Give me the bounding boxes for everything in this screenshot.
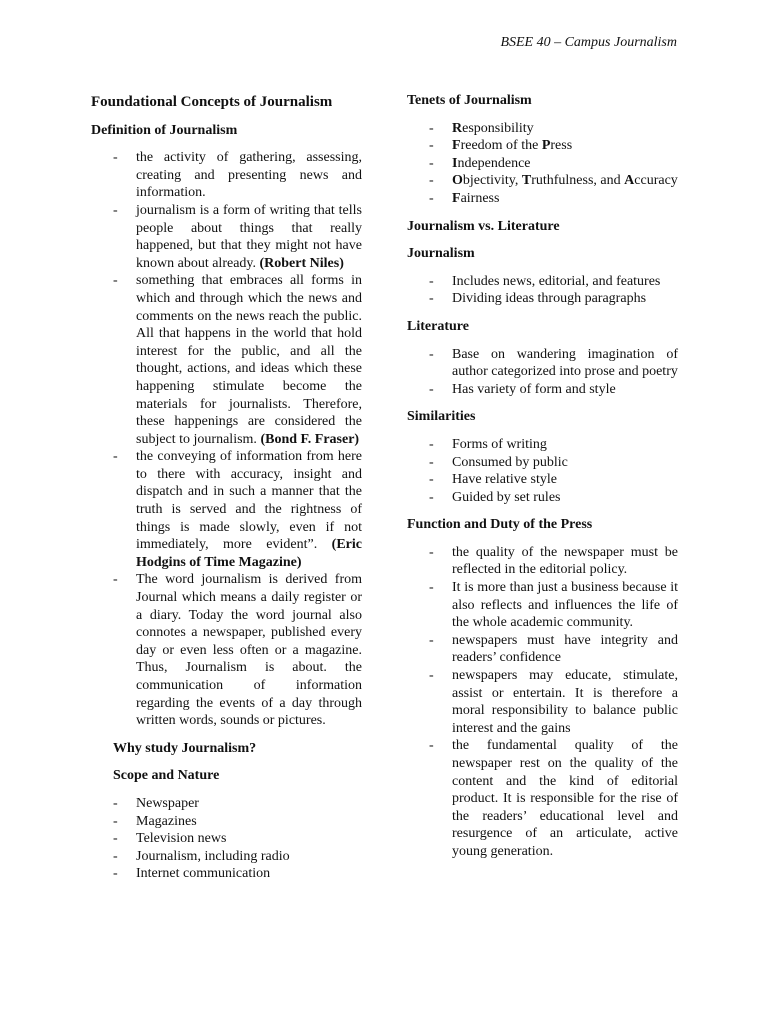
- why-study-heading: Why study Journalism?: [113, 740, 257, 756]
- list-item: - Forms of writing: [452, 436, 678, 454]
- tenet-text: ndependence: [457, 155, 531, 171]
- tenet-item: [452, 172, 678, 190]
- definition-text: the activity of gathering, assessing, creating and presenting news and information.: [136, 150, 362, 201]
- tenet-text: reedom of the: [460, 138, 542, 154]
- scope-list: [91, 795, 362, 883]
- list-item: [136, 571, 362, 729]
- list-item: [136, 448, 362, 571]
- definition-text: the conveying of information from here to there with accuracy, insight and dispatch and in such a manner that the truth is served and the rightness of things is made slowly, even if not immediately, more evident”.: [136, 449, 362, 553]
- page-header: BSEE 40 – Campus Journalism: [500, 35, 677, 50]
- definition-list: [91, 149, 362, 730]
- journalism-list: [407, 273, 678, 308]
- tenet-initial: F: [452, 190, 461, 206]
- list-item: - Base on wandering imagination of author categorized into prose and poetry: [452, 346, 678, 381]
- list-item: - Dividing ideas through paragraphs: [452, 290, 678, 308]
- list-item: - the fundamental quality of the newspaper rest on the quality of the content and the kind of editorial product. It is responsible for the rise of the readers’ educational level and resurgence of an articulate, active young generation.: [452, 737, 678, 860]
- tenet-text: ccuracy: [634, 173, 678, 189]
- tenet-item: [452, 155, 678, 173]
- tenet-initial: O: [452, 173, 463, 189]
- list-item: - Have relative style: [452, 471, 678, 489]
- definition-author: (Robert Niles): [259, 255, 344, 271]
- list-item: - newspapers must have integrity and readers’ confidence: [452, 632, 678, 667]
- similarities-heading: Similarities: [407, 409, 476, 425]
- journalism-heading: Journalism: [407, 246, 475, 262]
- literature-heading: Literature: [407, 318, 469, 334]
- definition-text: journalism is a form of writing that tells people about things that really happened, but that they might not have known about already.: [136, 202, 362, 271]
- definition-author: (Eric Hodgins of Time Magazine): [136, 537, 362, 570]
- list-item: - newspapers may educate, stimulate, assist or entertain. It is therefore a moral responsibility to balance public interest and the gains: [452, 667, 678, 737]
- list-item: - Has variety of form and style: [452, 381, 678, 399]
- tenet-initial: F: [452, 138, 461, 154]
- function-list: [407, 544, 678, 861]
- tenet-initial: A: [624, 173, 635, 189]
- tenet-item: [452, 120, 678, 138]
- tenet-initial: T: [521, 173, 532, 189]
- tenet-item: [452, 137, 678, 155]
- definition-heading: Definition of Journalism: [91, 122, 238, 138]
- document-title: Foundational Concepts of Journalism: [91, 94, 333, 110]
- list-item: - Consumed by public: [452, 454, 678, 472]
- tenet-initial: I: [452, 155, 458, 171]
- literature-list: [407, 346, 678, 399]
- list-item: - Journalism, including radio: [136, 848, 362, 866]
- left-column: [91, 92, 362, 893]
- tenets-list: [407, 120, 678, 208]
- list-item: [136, 272, 362, 448]
- list-item: - Includes news, editorial, and features: [452, 273, 678, 291]
- tenet-text: airness: [460, 190, 500, 206]
- vs-heading: Journalism vs. Literature: [407, 218, 560, 234]
- list-item: - Internet communication: [136, 865, 362, 883]
- tenet-text: esponsibility: [462, 120, 534, 136]
- list-item: - It is more than just a business because it also reflects and influences the life of the whole academic community.: [452, 579, 678, 632]
- list-item: - Television news: [136, 830, 362, 848]
- tenet-initial: R: [452, 120, 463, 136]
- list-item: - Magazines: [136, 813, 362, 831]
- list-item: - Guided by set rules: [452, 489, 678, 507]
- list-item: - the quality of the newspaper must be reflected in the editorial policy.: [452, 544, 678, 579]
- tenet-text: ress: [550, 138, 573, 154]
- tenet-item: [452, 190, 678, 208]
- list-item: - Newspaper: [136, 795, 362, 813]
- definition-text: The word journalism is derived from Journal which means a daily register or a diary. Today the word journal also connotes a newspaper, published every day or even less often or a magazine. Thus, Journalism is about. the communication of information regarding the events of a day through written words, sounds or pictures.: [136, 572, 362, 729]
- tenet-text: bjectivity,: [462, 173, 522, 189]
- similarities-list: [407, 436, 678, 506]
- list-item: [136, 149, 362, 202]
- tenets-heading: Tenets of Journalism: [407, 93, 532, 108]
- right-column: [407, 92, 678, 871]
- definition-author: (Bond F. Fraser): [260, 431, 360, 447]
- definition-text: something that embraces all forms in which and through which the news and comments on the news reach the public. All that happens in the world that hold interest for the public, and all the thought, actions, and ideas which these happening stimulate become the materials for journalists. Therefore, these happenings are considered the subject to journalism.: [136, 273, 362, 447]
- tenet-text: ruthfulness, and: [531, 173, 625, 189]
- scope-heading: Scope and Nature: [113, 768, 220, 784]
- function-heading: Function and Duty of the Press: [407, 517, 593, 533]
- tenet-initial: P: [541, 138, 551, 154]
- list-item: [136, 202, 362, 272]
